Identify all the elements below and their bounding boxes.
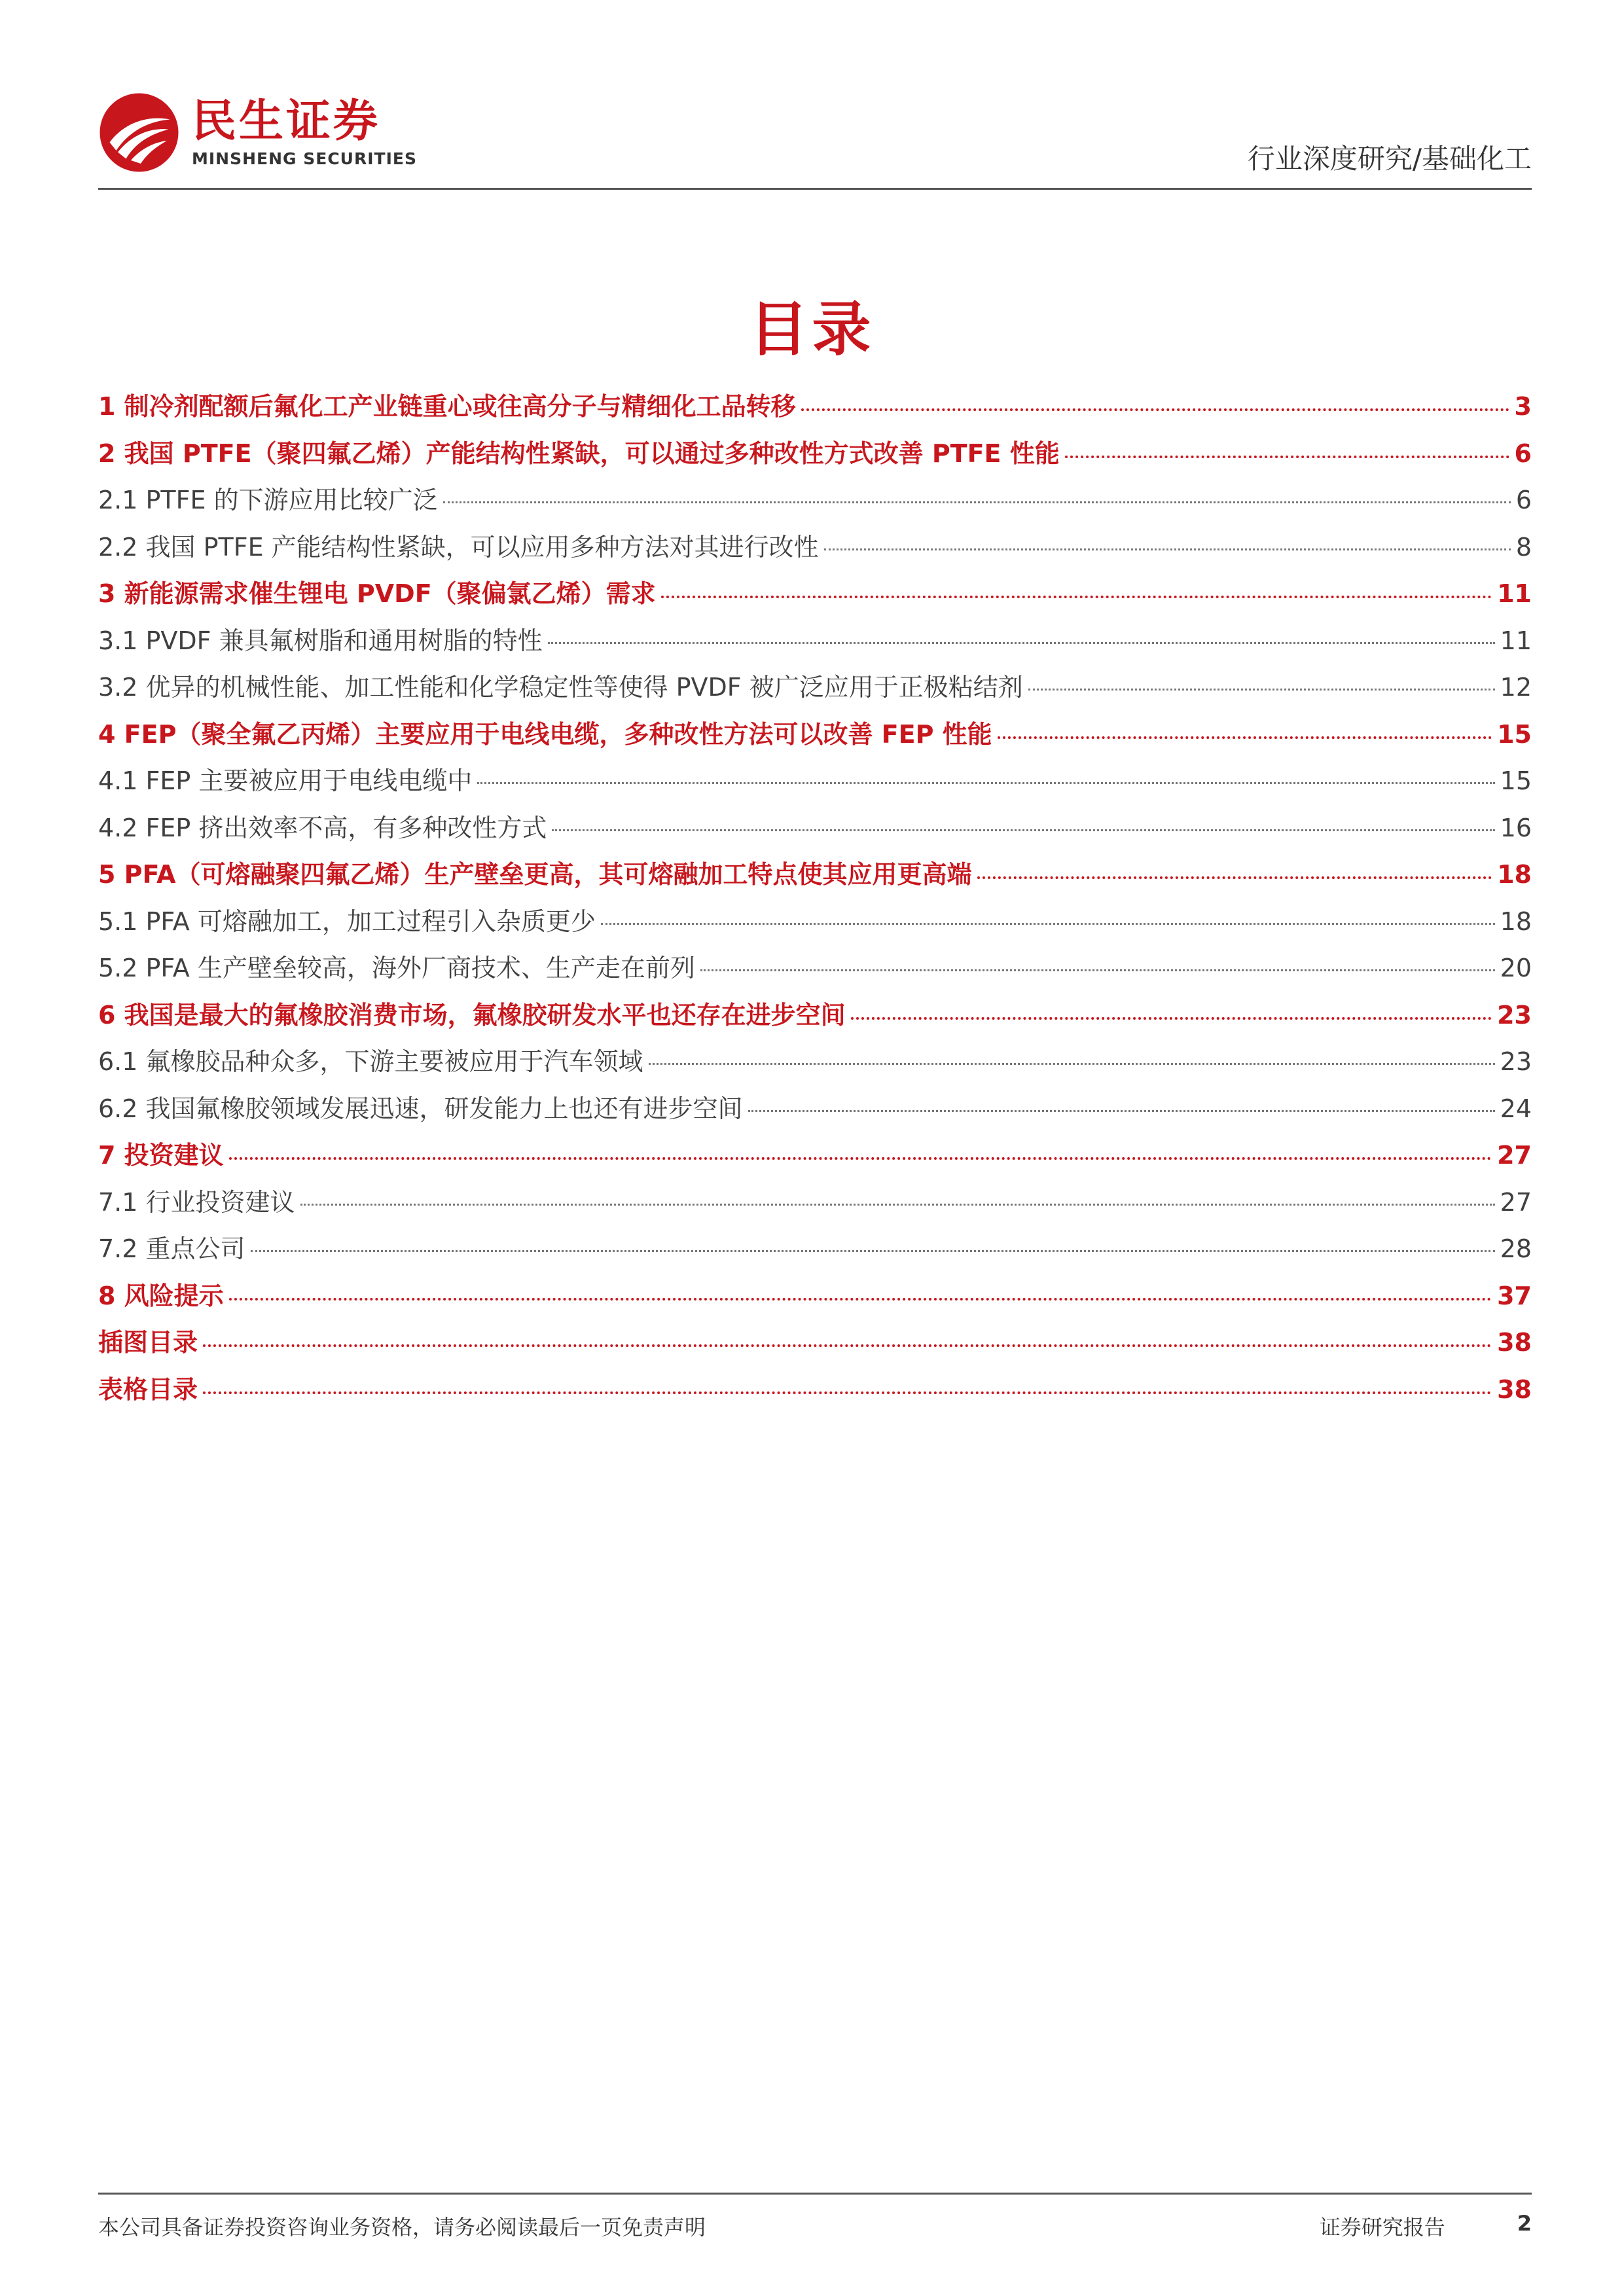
toc-entry-text[interactable]: 2 我国 PTFE（聚四氟乙烯）产能结构性紧缺，可以通过多种改性方式改善 PTFE 性能 (98, 439, 1060, 468)
company-logo (98, 92, 417, 173)
toc-leader-dots (203, 1342, 1492, 1347)
toc-leader-dots (229, 1155, 1492, 1160)
toc-entry-text[interactable]: 7.2 重点公司 (98, 1234, 245, 1263)
toc-leader-dots (477, 780, 1494, 784)
toc-entry[interactable] (98, 1182, 1532, 1229)
toc-entry[interactable] (98, 948, 1532, 995)
toc-leader-dots (229, 1295, 1492, 1300)
toc-entry[interactable] (98, 1088, 1532, 1136)
toc-entry-text[interactable]: 3.2 优异的机械性能、加工性能和化学稳定性等使得 PVDF 被广泛应用于正极粘结剂 (98, 673, 1023, 702)
toc-entry-text[interactable]: 2.2 我国 PTFE 产能结构性紧缺，可以应用多种方法对其进行改性 (98, 532, 819, 562)
toc-entry-page[interactable]: 3 (1514, 392, 1532, 421)
toc-leader-dots (661, 593, 1492, 598)
footer-disclaimer: 本公司具备证券投资咨询业务资格，请务必阅读最后一页免责声明 (98, 2215, 706, 2240)
toc-leader-dots (203, 1389, 1492, 1394)
toc-entry[interactable] (98, 1135, 1532, 1182)
toc-leader-dots (251, 1248, 1495, 1252)
toc-entry-text[interactable]: 7.1 行业投资建议 (98, 1187, 295, 1217)
toc-leader-dots (649, 1061, 1495, 1065)
toc-entry-page[interactable]: 15 (1497, 719, 1532, 749)
toc-entry[interactable] (98, 854, 1532, 901)
toc-entry-text[interactable]: 6 我国是最大的氟橡胶消费市场，氟橡胶研发水平也还存在进步空间 (98, 1000, 846, 1030)
toc-entry[interactable] (98, 480, 1532, 527)
toc-entry-text[interactable]: 6.1 氟橡胶品种众多，下游主要被应用于汽车领域 (98, 1047, 643, 1076)
toc-leader-dots (851, 1014, 1492, 1020)
toc-entry-text[interactable]: 5.2 PFA 生产壁垒较高，海外厂商技术、生产走在前列 (98, 954, 695, 982)
toc-entry-page[interactable]: 27 (1497, 1141, 1532, 1170)
header-divider (98, 188, 1532, 190)
toc-leader-dots (700, 967, 1495, 971)
toc-entry-text[interactable]: 1 制冷剂配额后氟化工产业链重心或往高分子与精细化工品转移 (98, 392, 796, 421)
toc-entry-page[interactable]: 20 (1500, 954, 1532, 982)
toc-entry[interactable] (98, 1369, 1532, 1416)
page-number: 2 (1517, 2211, 1532, 2236)
toc-entry-text[interactable]: 表格目录 (98, 1374, 198, 1404)
toc-entry-page[interactable]: 6 (1515, 486, 1532, 514)
page-header (98, 79, 1532, 190)
toc-entry-text[interactable]: 3.1 PVDF 兼具氟树脂和通用树脂的特性 (98, 626, 543, 655)
toc-leader-dots (443, 499, 1511, 503)
toc-entry-text[interactable]: 4.2 FEP 挤出效率不高，有多种改性方式 (98, 813, 547, 842)
toc-leader-dots (300, 1202, 1495, 1206)
toc-leader-dots (977, 874, 1492, 879)
toc-title: 目录 (749, 295, 875, 364)
toc-leader-dots (1065, 453, 1509, 458)
toc-entry[interactable] (98, 573, 1532, 620)
toc-entry[interactable] (98, 386, 1532, 433)
toc-entry-text[interactable]: 8 风险提示 (98, 1281, 224, 1310)
toc-entry-page[interactable]: 12 (1500, 673, 1532, 702)
toc-entry-text[interactable]: 6.2 我国氟橡胶领域发展迅速，研发能力上也还有进步空间 (98, 1094, 743, 1123)
toc-entry[interactable] (98, 761, 1532, 808)
toc-entry[interactable] (98, 995, 1532, 1042)
toc-leader-dots (548, 640, 1495, 644)
toc-entry-text[interactable]: 5 PFA（可熔融聚四氟乙烯）生产壁垒更高，其可熔融加工特点使其应用更高端 (98, 860, 972, 889)
toc-leader-dots (601, 921, 1495, 925)
toc-entry[interactable] (98, 620, 1532, 668)
toc-entry-page[interactable]: 28 (1500, 1234, 1532, 1263)
toc-entry-page[interactable]: 23 (1500, 1047, 1532, 1076)
toc-entry-text[interactable]: 5.1 PFA 可熔融加工，加工过程引入杂质更少 (98, 906, 596, 936)
toc-entry-page[interactable]: 15 (1500, 766, 1532, 795)
toc-entry-page[interactable]: 23 (1497, 1000, 1532, 1030)
toc-entry-page[interactable]: 11 (1497, 579, 1532, 608)
toc-entry-text[interactable]: 7 投资建议 (98, 1141, 224, 1170)
toc-entry-page[interactable]: 27 (1500, 1187, 1532, 1217)
toc-entry-text[interactable]: 2.1 PTFE 的下游应用比较广泛 (98, 486, 438, 514)
toc-entry-text[interactable]: 4.1 FEP 主要被应用于电线电缆中 (98, 766, 473, 795)
toc-entry-page[interactable]: 24 (1500, 1094, 1532, 1123)
toc-entry-page[interactable]: 18 (1497, 860, 1532, 889)
logo-chinese-name: 民生证券 (192, 95, 381, 147)
logo-english-name: MINSHENG SECURITIES (192, 149, 417, 168)
toc-entry[interactable] (98, 714, 1532, 761)
toc-entry-text[interactable]: 插图目录 (98, 1328, 198, 1357)
toc-entry[interactable] (98, 1041, 1532, 1088)
toc-entry[interactable] (98, 901, 1532, 948)
report-type: 证券研究报告 (1319, 2215, 1445, 2240)
toc-entry-page[interactable]: 38 (1497, 1374, 1532, 1404)
toc-leader-dots (748, 1108, 1495, 1112)
toc-entry-page[interactable]: 37 (1497, 1281, 1532, 1310)
toc-entry-page[interactable]: 11 (1500, 626, 1532, 655)
toc-leader-dots (998, 734, 1492, 739)
report-category: 行业深度研究/基础化工 (1247, 143, 1532, 175)
toc-entry[interactable] (98, 1229, 1532, 1276)
toc-entry[interactable] (98, 1276, 1532, 1323)
toc-entry-page[interactable]: 6 (1514, 439, 1532, 468)
toc-leader-dots (824, 547, 1511, 550)
toc-leader-dots (801, 406, 1509, 411)
footer-divider (98, 2193, 1532, 2195)
toc-entry-text[interactable]: 3 新能源需求催生锂电 PVDF（聚偏氯乙烯）需求 (98, 579, 656, 608)
toc-entry[interactable] (98, 1322, 1532, 1369)
footer-info (1320, 2211, 1532, 2241)
table-of-contents (98, 386, 1532, 1416)
toc-leader-dots (552, 827, 1494, 831)
minsheng-logo-icon (98, 92, 180, 173)
toc-entry-page[interactable]: 8 (1515, 532, 1532, 562)
toc-entry[interactable] (98, 433, 1532, 480)
toc-leader-dots (1028, 687, 1495, 691)
toc-entry-page[interactable]: 16 (1500, 813, 1532, 842)
toc-entry[interactable] (98, 808, 1532, 855)
toc-entry-text[interactable]: 4 FEP（聚全氟乙丙烯）主要应用于电线电缆，多种改性方法可以改善 FEP 性能 (98, 719, 992, 749)
toc-entry-page[interactable]: 18 (1500, 906, 1532, 936)
toc-entry[interactable] (98, 667, 1532, 714)
toc-entry[interactable] (98, 527, 1532, 574)
toc-entry-page[interactable]: 38 (1497, 1328, 1532, 1357)
